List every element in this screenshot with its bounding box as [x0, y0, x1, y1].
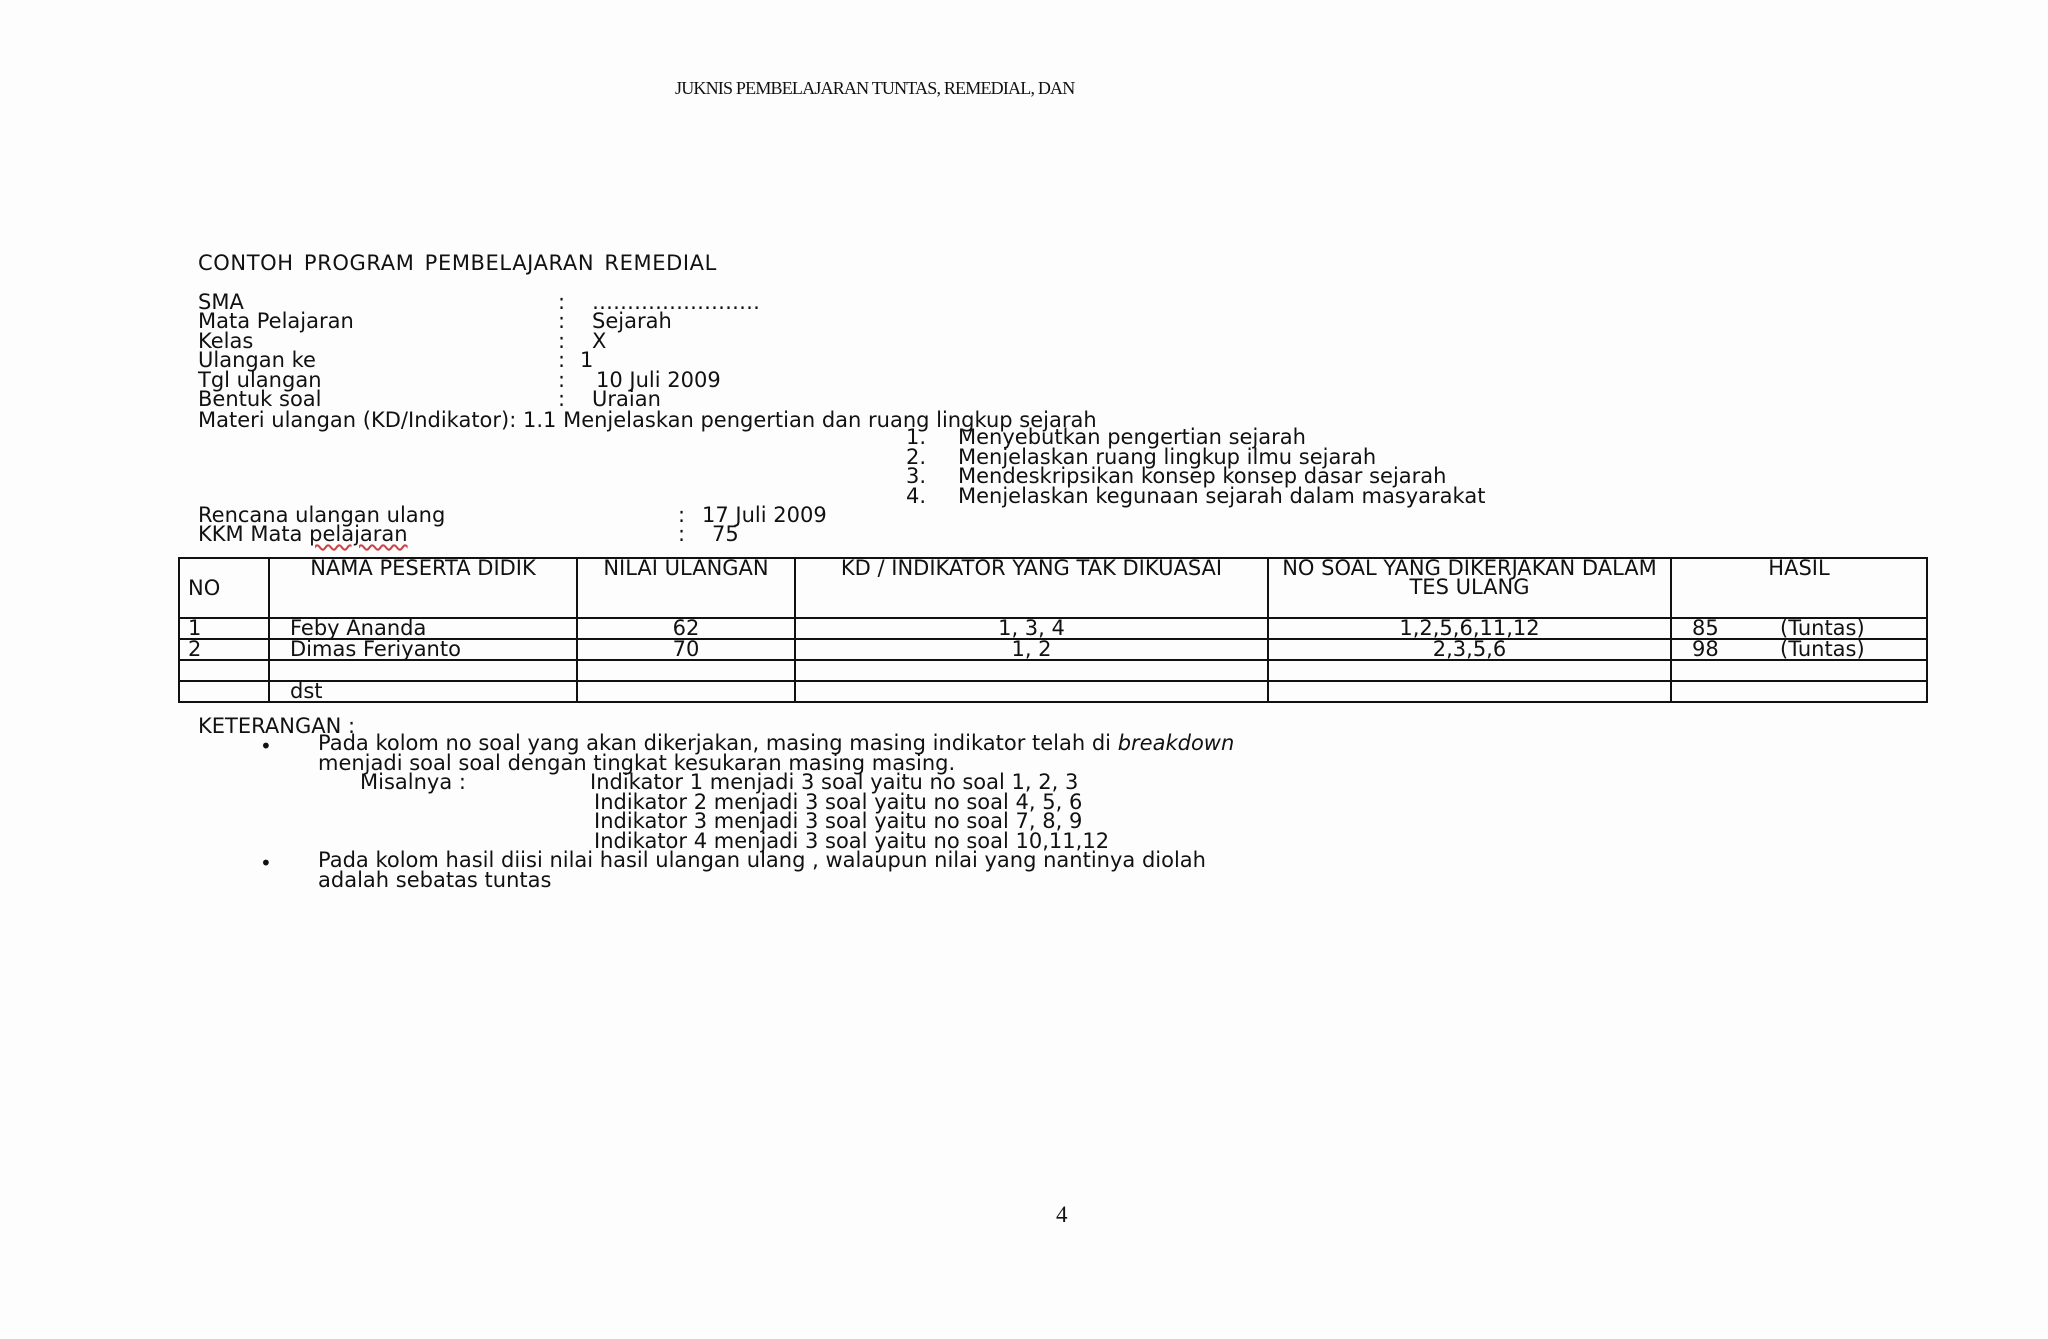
- materi-label: Materi ulangan (KD/Indikator):: [198, 408, 517, 432]
- indikator-text: Menjelaskan kegunaan sejarah dalam masyarakat: [958, 483, 1486, 508]
- field-colon: :: [558, 368, 566, 392]
- field-label: Kelas: [198, 329, 254, 353]
- cell-soal: 1,2,5,6,11,12: [1268, 618, 1671, 639]
- col-header-hasil: HASIL: [1671, 558, 1927, 618]
- cell-no: 2: [179, 639, 269, 660]
- hasil-score: 85: [1692, 616, 1719, 640]
- field-value: 17 Juli 2009: [702, 503, 827, 527]
- misalnya-item: Indikator 4 menjadi 3 soal yaitu no soal 10,11,12: [594, 828, 1110, 853]
- cell-nama: Dimas Feriyanto: [269, 639, 577, 660]
- keterangan-bullet-1: [318, 731, 1235, 775]
- cell-no: [179, 660, 269, 681]
- cell-soal: [1268, 681, 1671, 702]
- bullet-icon: •: [260, 851, 272, 875]
- page-number: 4: [1056, 1202, 1068, 1227]
- misalnya-item: Indikator 2 menjadi 3 soal yaitu no soal 4, 5, 6: [594, 789, 1083, 814]
- cell-kd: [795, 660, 1268, 681]
- cell-hasil: [1671, 660, 1927, 681]
- cell-hasil: [1671, 618, 1927, 639]
- table-row: [179, 681, 1927, 702]
- indikator-text: Menyebutkan pengertian sejarah: [958, 425, 1306, 449]
- cell-nilai: 70: [577, 639, 795, 660]
- kkm-label: KKM Mata: [198, 522, 303, 546]
- indikator-number: 2.: [906, 444, 927, 469]
- table-header-row: [179, 558, 1927, 618]
- table-row: [179, 660, 1927, 681]
- keterangan-title: KETERANGAN :: [198, 714, 356, 738]
- indikator-item: [906, 483, 1486, 508]
- col-header-nilai: NILAI ULANGAN: [577, 558, 795, 618]
- cell-nama: dst: [269, 681, 577, 702]
- field-label: Ulangan ke: [198, 348, 316, 372]
- cell-hasil: [1671, 681, 1927, 702]
- cell-nilai: 62: [577, 618, 795, 639]
- table-row: [179, 618, 1927, 639]
- bullet-1-text: Pada kolom no soal yang akan dikerjakan, masing masing indikator telah di: [318, 731, 1112, 755]
- document-title: CONTOH PROGRAM PEMBELAJARAN REMEDIAL: [198, 251, 717, 275]
- remedial-table: [178, 557, 1928, 703]
- indikator-text: Menjelaskan ruang lingkup ilmu sejarah: [958, 444, 1377, 469]
- field-label: Rencana ulangan ulang: [198, 503, 446, 527]
- misalnya-item: Indikator 1 menjadi 3 soal yaitu no soal 1, 2, 3: [590, 770, 1079, 794]
- field-colon: :: [678, 522, 686, 546]
- field-label: Mata Pelajaran: [198, 309, 354, 333]
- field-colon: :: [558, 387, 566, 411]
- bullet-icon: •: [260, 734, 272, 758]
- misalnya-label: Misalnya :: [360, 770, 466, 794]
- cell-nama: [269, 660, 577, 681]
- cell-kd: 1, 2: [795, 639, 1268, 660]
- hasil-status: (Tuntas): [1780, 637, 1865, 661]
- field-colon: :: [558, 290, 566, 314]
- field-label: [198, 524, 408, 544]
- col-header-soal: NO SOAL YANG DIKERJAKAN DALAM TES ULANG: [1268, 558, 1671, 618]
- field-value: 75: [712, 522, 739, 546]
- indikator-number: 4.: [906, 483, 927, 508]
- field-value: Sejarah: [592, 309, 672, 333]
- field-colon: :: [558, 348, 566, 372]
- cell-nama: Feby Ananda: [269, 618, 577, 639]
- misalnya-item: Indikator 3 menjadi 3 soal yaitu no soal 7, 8, 9: [594, 809, 1083, 833]
- field-colon: :: [678, 503, 686, 527]
- keterangan-bullet-2: [318, 848, 1206, 892]
- field-label: SMA: [198, 290, 244, 314]
- field-value: Uraian: [592, 387, 661, 411]
- running-header: JUKNIS PEMBELAJARAN TUNTAS, REMEDIAL, DAN: [675, 78, 1075, 98]
- indikator-number: 3.: [906, 464, 927, 488]
- indikator-list: [906, 425, 1486, 508]
- hasil-status: (Tuntas): [1780, 616, 1865, 640]
- field-colon: :: [558, 309, 566, 333]
- field-value: ……………………: [592, 290, 760, 314]
- cell-kd: [795, 681, 1268, 702]
- col-header-nama: NAMA PESERTA DIDIK: [269, 558, 577, 618]
- cell-no: [179, 681, 269, 702]
- cell-nilai: [577, 681, 795, 702]
- hasil-score: 98: [1692, 637, 1719, 661]
- bullet-2-line-1: Pada kolom hasil diisi nilai hasil ulangan ulang , walaupun nilai yang nantinya diolah: [318, 848, 1206, 872]
- field-label: Bentuk soal: [198, 387, 322, 411]
- cell-kd: 1, 3, 4: [795, 618, 1268, 639]
- field-value: 1: [580, 348, 594, 372]
- misalnya-list: [590, 770, 1110, 853]
- cell-nilai: [577, 660, 795, 681]
- indikator-number: 1.: [906, 425, 927, 449]
- field-value: X: [592, 329, 607, 353]
- kkm-label-underlined: pelajaran: [309, 522, 408, 546]
- cell-hasil: [1671, 639, 1927, 660]
- field-value: 10 Juli 2009: [596, 368, 721, 392]
- cell-no: 1: [179, 618, 269, 639]
- bullet-2-line-2: adalah sebatas tuntas: [318, 867, 552, 892]
- bullet-1-line-2: menjadi soal soal dengan tingkat kesukaran masing masing.: [318, 750, 956, 775]
- materi-kd: 1.1 Menjelaskan pengertian dan ruang lingkup sejarah: [523, 408, 1097, 432]
- field-label: Tgl ulangan: [198, 368, 322, 392]
- cell-soal: 2,3,5,6: [1268, 639, 1671, 660]
- col-header-no: NO: [179, 558, 269, 618]
- cell-soal: [1268, 660, 1671, 681]
- indikator-text: Mendeskripsikan konsep konsep dasar sejarah: [958, 464, 1447, 488]
- col-header-kd: KD / INDIKATOR YANG TAK DIKUASAI: [795, 558, 1268, 618]
- field-colon: :: [558, 329, 566, 353]
- bullet-1-italic-word: breakdown: [1117, 731, 1235, 755]
- table-row: [179, 639, 1927, 660]
